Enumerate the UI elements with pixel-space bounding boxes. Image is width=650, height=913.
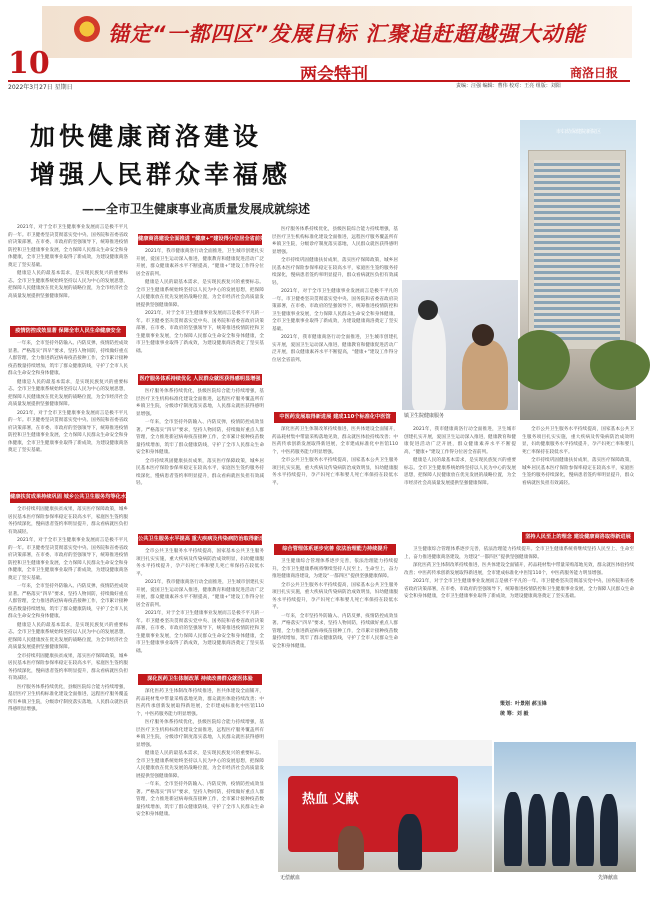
article-column-3c bbox=[272, 558, 398, 734]
subhead-6: 深化医药卫生体制改革 持续改善群众就医体验 bbox=[138, 674, 262, 685]
paragraph: 医疗服务体系持续优化，县级医院综合能力持续增强，基层医疗卫生机构标准化建设全面推进，远程医疗服务覆盖所有乡镇卫生院，分级诊疗制度落实落地，人民群众就医获得感明显增强。 bbox=[136, 389, 264, 417]
headline-line-1: 加快健康商洛建设 bbox=[30, 122, 263, 151]
paragraph: 全市持续巩固健康扶贫成果，落实医疗保障政策，城乡居民基本医疗保险参保率稳定在较高水平，家庭医生签约服务持续深化，慢病患者签约率明显提升，群众看病就医负担有效减轻。 bbox=[8, 653, 128, 681]
paper-name: 商洛日报 bbox=[570, 66, 619, 80]
paragraph: 卫生健康综合管理体系逐步完善，依法治理能力持续提升。全市卫生健康系统将继续坚持人民至上、生命至上，奋力推进健康商洛建设，为建设“一都四区”提供坚强健康保障。 bbox=[272, 559, 398, 579]
byline-execution: 统 筹：刘 毅 bbox=[500, 711, 529, 717]
paragraph: 健康是人民的最基本需求，是实现民族复兴的重要标志。全市卫生健康系统始终坚持以人民为中心的发展思想，把保障人民健康放在优先发展的战略位置，为全市经济社会高质量发展提供坚强健康保障。 bbox=[404, 458, 516, 486]
article-column-6 bbox=[404, 546, 634, 664]
building-windows bbox=[534, 160, 620, 340]
paragraph: 2021年，对于全市卫生健康事业发展而言是极不平凡的一年。市卫健委坚决贯彻落实党中央、国务院和省委省政府决策部署，在市委、市政府的坚强领导下，统筹推进疫情防控和卫生健康事业发展，全力保障人民群众生命安全和身体健康，全市卫生健康事业取得了新成效，为建设健康商洛奠定了坚实基础。 bbox=[8, 410, 128, 453]
subhead-9: 坚持人民至上的理念 建设健康商洛取得新进展 bbox=[522, 532, 634, 543]
paragraph: 医疗服务体系持续优化，县级医院综合能力持续增强，基层医疗卫生机构标准化建设全面推进，远程医疗服务覆盖所有乡镇卫生院，分级诊疗制度落实落地，人民群众就医获得感明显增强。 bbox=[8, 684, 128, 712]
paragraph: 2021年，对于全市卫生健康事业发展而言是极不平凡的一年。市卫健委坚决贯彻落实党中央、国务院和省委省政府决策部署，在市委、市政府的坚强领导下，统筹推进疫情防控和卫生健康事业发展，全力保障人民群众生命安全和身体健康，全市卫生健康事业取得了新成效，为建设健康商洛奠定了坚实基础。 bbox=[404, 579, 634, 599]
paragraph: 一年来，全市坚持外防输入、内防反弹，疫情防控成效显著。严格落实“四早”要求，坚持人物同防，持续做好重点人群管理，全力推进新冠病毒疫苗接种工作，全市累计接种疫苗数量持续增加，筑牢了群众健康防线，守护了全市人民群众生命安全和身体健康。 bbox=[136, 782, 264, 817]
staff-figure bbox=[576, 796, 594, 866]
article-column-2d bbox=[136, 688, 264, 904]
person-figure bbox=[338, 826, 364, 870]
paragraph: 全市公共卫生服务水平持续提高，国家基本公共卫生服务项目扎实实施，重大疾病及传染病防治成效明显，妇幼健康服务水平持续提升，孕产妇死亡率和婴儿死亡率保持在较低水平。 bbox=[272, 458, 398, 486]
paragraph: 健康是人民的最基本需求，是实现民族复兴的重要标志。全市卫生健康系统始终坚持以人民为中心的发展思想，把保障人民健康放在优先发展的战略位置，为全市经济社会高质量发展提供坚强健康保障。 bbox=[8, 622, 128, 650]
staff-figure bbox=[528, 794, 546, 866]
paragraph: 卫生健康综合管理体系逐步完善，依法治理能力持续提升。全市卫生健康系统将继续坚持人民至上、生命至上，奋力推进健康商洛建设，为建设“一都四区”提供坚强健康保障。 bbox=[404, 547, 634, 560]
article-column-4 bbox=[404, 426, 516, 528]
subhead-8: 综合管理体系逐步完善 依法治理能力持续提升 bbox=[274, 544, 396, 555]
paragraph: 全市公共卫生服务水平持续提高，国家基本公共卫生服务项目扎实实施，重大疾病及传染病防治成效明显，妇幼健康服务水平持续提升，孕产妇死亡率和婴儿死亡率保持在较低水平。 bbox=[136, 549, 264, 577]
paragraph: 健康是人民的最基本需求，是实现民族复兴的重要标志。全市卫生健康系统始终坚持以人民为中心的发展思想，把保障人民健康放在优先发展的战略位置，为全市经济社会高质量发展提供坚强健康保障。 bbox=[136, 751, 264, 779]
blood-donation-caption: 无偿献血 bbox=[280, 875, 301, 881]
doctor-head bbox=[418, 300, 438, 320]
paragraph: 全市持续巩固健康扶贫成果，落实医疗保障政策，城乡居民基本医疗保险参保率稳定在较高水平，家庭医生签约服务持续深化，慢病患者签约率明显提升，群众看病就医负担有效减轻。 bbox=[136, 458, 264, 486]
patient-head bbox=[472, 324, 494, 346]
paragraph: 深化医药卫生体制改革持续推进，医共体建设全面铺开，药品耗材集中带量采购落地见效，群众就医体验持续改善；中医药传承创新发展取得新进展，全市建成标准化中医馆110个，中医药服务能力明显增强。 bbox=[272, 427, 398, 455]
person-figure bbox=[398, 814, 422, 870]
byline-planning: 策划：叶景刚 郝玉锋 bbox=[500, 701, 547, 707]
paragraph: 深化医药卫生体制改革持续推进，医共体建设全面铺开，药品耗材集中带量采购落地见效，群众就医体验持续改善；中医药传承创新发展取得新进展，全市建成标准化中医馆110个，中医药服务能力明显增强。 bbox=[404, 563, 634, 576]
paragraph: 一年来，全市坚持外防输入、内防反弹，疫情防控成效显著。严格落实“四早”要求，坚持人物同防，持续做好重点人群管理，全力推进新冠病毒疫苗接种工作，全市累计接种疫苗数量持续增加，筑牢了群众健康防线，守护了全市人民群众生命安全和身体健康。 bbox=[272, 613, 398, 649]
article-subtitle: ——全市卫生健康事业高质量发展成就综述 bbox=[82, 202, 311, 216]
paragraph: 医疗服务体系持续优化，县级医院综合能力持续增强，基层医疗卫生机构标准化建设全面推进，远程医疗服务覆盖所有乡镇卫生院，分级诊疗制度落实落地，人民群众就医获得感明显增强。 bbox=[136, 720, 264, 748]
paragraph: 一年来，全市坚持外防输入、内防反弹，疫情防控成效显著。严格落实“四早”要求，坚持人物同防，持续做好重点人群管理，全力推进新冠病毒疫苗接种工作，全市累计接种疫苗数量持续增加，筑牢了群众健康防线，守护了全市人民群众生命安全和身体健康。 bbox=[136, 420, 264, 455]
paragraph: 全市公共卫生服务水平持续提高，国家基本公共卫生服务项目扎实实施，重大疾病及传染病防治成效明显，妇幼健康服务水平持续提升，孕产妇死亡率和婴儿死亡率保持在较低水平。 bbox=[522, 427, 634, 455]
party-emblem-icon bbox=[74, 16, 100, 42]
subhead-2: 健康扶贫成果持续巩固 城乡公共卫生服务均等化水平提升 bbox=[10, 492, 126, 503]
subhead-7: 中医药发展取得新进展 建成110个标准化中医馆 bbox=[274, 412, 396, 423]
article-column-2c bbox=[136, 548, 264, 670]
paragraph: 健康是人民的最基本需求，是实现民族复兴的重要标志。全市卫生健康系统始终坚持以人民为中心的发展思想，把保障人民健康放在优先发展的战略位置，为全市经济社会高质量发展提供坚强健康保障。 bbox=[8, 379, 128, 407]
paragraph: 全市持续巩固健康扶贫成果，落实医疗保障政策，城乡居民基本医疗保险参保率稳定在较高水平，家庭医生签约服务持续深化，慢病患者签约率明显提升，群众看病就医负担有效减轻。 bbox=[522, 458, 634, 486]
article-column-5 bbox=[522, 426, 634, 528]
doctor-figure bbox=[412, 310, 446, 410]
article-column-3b bbox=[272, 426, 398, 540]
section-name: 两会特刊 bbox=[300, 65, 368, 85]
staff-photo bbox=[494, 742, 636, 872]
article-column-2b bbox=[136, 388, 264, 528]
staff-caption: 先锋献血 bbox=[598, 875, 619, 881]
paragraph: 健康是人民的最基本需求，是实现民族复兴的重要标志。全市卫生健康系统始终坚持以人民为中心的发展思想，把保障人民健康放在优先发展的战略位置，为全市经济社会高质量发展提供坚强健康保障。 bbox=[136, 280, 264, 308]
subhead-5: 公共卫生服务水平提高 重大疾病及传染病防治取得新成效 bbox=[138, 534, 262, 545]
hospital-photo bbox=[520, 120, 636, 420]
paragraph: 一年来，全市坚持外防输入、内防反弹，疫情防控成效显著。严格落实“四早”要求，坚持人物同防，持续做好重点人群管理，全力推进新冠病毒疫苗接种工作，全市累计接种疫苗数量持续增加，筑牢了群众健康防线，守护了全市人民群众生命安全和身体健康。 bbox=[8, 584, 128, 619]
subhead-4: 医疗服务体系持续优化 人民群众就医获得感明显增强 bbox=[138, 374, 262, 385]
subhead-3: 健康商洛建设全面推进 “健康+”建设得分位居全省前列 bbox=[138, 234, 262, 245]
masthead bbox=[0, 0, 638, 96]
tent-canopy bbox=[278, 740, 492, 766]
clinic-caption: 镇卫生院健康服务 bbox=[404, 413, 445, 419]
paragraph: 2021年，对于全市卫生健康事业发展而言是极不平凡的一年。市卫健委坚决贯彻落实党中央、国务院和省委省政府决策部署，在市委、市政府的坚强领导下，统筹推进疫情防控和卫生健康事业发展，全力保障人民群众生命安全和身体健康，全市卫生健康事业取得了新成效，为建设健康商洛奠定了坚实基础。 bbox=[272, 289, 398, 332]
paragraph: 健康是人民的最基本需求，是实现民族复兴的重要标志。全市卫生健康系统始终坚持以人民为中心的发展思想，把保障人民健康放在优先发展的战略位置，为全市经济社会高质量发展提供坚强健康保障。 bbox=[8, 271, 128, 299]
staff-figure bbox=[552, 792, 570, 866]
paragraph: 2021年，对于全市卫生健康事业发展而言是极不平凡的一年。市卫健委坚决贯彻落实党中央、国务院和省委省政府决策部署，在市委、市政府的坚强领导下，统筹推进疫情防控和卫生健康事业发展，全力保障人民群众生命安全和身体健康，全市卫生健康事业取得了新成效，为建设健康商洛奠定了坚实基础。 bbox=[136, 611, 264, 654]
tree bbox=[510, 330, 570, 390]
issue-date: 2022年3月27日 星期日 bbox=[8, 84, 73, 91]
paragraph: 2021年，我市健康商洛行动全面推进，卫生城市创建扎实开展，爱国卫生运动深入推进，健康教育和健康促进活动广泛开展，群众健康素养水平不断提高，“健康+”建设工作得分位居全省前列。 bbox=[136, 580, 264, 608]
article-column-1c bbox=[8, 506, 128, 904]
paragraph: 2021年，对于全市卫生健康事业发展而言是极不平凡的一年。市卫健委坚决贯彻落实党中央、国务院和省委省政府决策部署，在市委、市政府的坚强领导下，统筹推进疫情防控和卫生健康事业发展，全力保障人民群众生命安全和身体健康，全市卫生健康事业取得了新成效，为建设健康商洛奠定了坚实基础。 bbox=[136, 311, 264, 354]
paragraph: 2021年，我市健康商洛行动全面推进，卫生城市创建扎实开展，爱国卫生运动深入推进，健康教育和健康促进活动广泛开展，群众健康素养水平不断提高，“健康+”建设工作得分位居全省前列。 bbox=[404, 427, 516, 455]
paragraph: 医疗服务体系持续优化，县级医院综合能力持续增强，基层医疗卫生机构标准化建设全面推进，远程医疗服务覆盖所有乡镇卫生院，分级诊疗制度落实落地，人民群众就医获得感明显增强。 bbox=[272, 227, 398, 255]
staff-figure bbox=[600, 794, 618, 866]
paragraph: 全市持续巩固健康扶贫成果，落实医疗保障政策，城乡居民基本医疗保险参保率稳定在较高水平，家庭医生签约服务持续深化，慢病患者签约率明显提升，群众看病就医负担有效减轻。 bbox=[8, 507, 128, 535]
paragraph: 深化医药卫生体制改革持续推进，医共体建设全面铺开，药品耗材集中带量采购落地见效，群众就医体验持续改善；中医药传承创新发展取得新进展，全市建成标准化中医馆110个，中医药服务能力明显增强。 bbox=[136, 689, 264, 717]
page-number: 10 bbox=[8, 46, 50, 81]
paragraph: 全市持续巩固健康扶贫成果，落实医疗保障政策，城乡居民基本医疗保险参保率稳定在较高水平，家庭医生签约服务持续深化，慢病患者签约率明显提升，群众看病就医负担有效减轻。 bbox=[272, 258, 398, 286]
headline-line-2: 增强人民群众幸福感 bbox=[30, 160, 292, 189]
paragraph: 2021年，对于全市卫生健康事业发展而言是极不平凡的一年。市卫健委坚决贯彻落实党中央、国务院和省委省政府决策部署，在市委、市政府的坚强领导下，统筹推进疫情防控和卫生健康事业发展，全力保障人民群众生命安全和身体健康，全市卫生健康事业取得了新成效，为建设健康商洛奠定了坚实基础。 bbox=[8, 538, 128, 581]
staff-figure bbox=[504, 792, 522, 866]
hospital-caption: 市妇幼保健院新院区 bbox=[556, 129, 602, 135]
editor-credits: 责编：汪强 编辑：曹伟 校对：王亮 组版：刘阳 bbox=[456, 83, 561, 89]
article-column-3 bbox=[272, 226, 398, 408]
banner-title: 锚定“一都四区”发展目标 汇聚追赶超越强大动能 bbox=[108, 22, 586, 46]
clinic-photo bbox=[402, 280, 518, 410]
paragraph: 2021年，我市健康商洛行动全面推进，卫生城市创建扎实开展，爱国卫生运动深入推进，健康教育和健康促进活动广泛开展，群众健康素养水平不断提高，“健康+”建设工作得分位居全省前列。 bbox=[272, 335, 398, 363]
paragraph: 一年来，全市坚持外防输入、内防反弹，疫情防控成效显著。严格落实“四早”要求，坚持人物同防，持续做好重点人群管理，全力推进新冠病毒疫苗接种工作，全市累计接种疫苗数量持续增加，筑牢了群众健康防线，守护了全市人民群众生命安全和身体健康。 bbox=[8, 341, 128, 376]
article-headline bbox=[30, 118, 390, 194]
paragraph: 2021年，对于全市卫生健康事业发展而言是极不平凡的一年。市卫健委坚决贯彻落实党中央、国务院和省委省政府决策部署，在市委、市政府的坚强领导下，统筹推进疫情防控和卫生健康事业发展，全力保障人民群众生命安全和身体健康，全市卫生健康事业取得了新成效，为建设健康商洛奠定了坚实基础。 bbox=[8, 225, 128, 268]
patient-figure bbox=[462, 340, 508, 410]
article-column-1b bbox=[8, 340, 128, 488]
bus-sign: 热血 义献 bbox=[302, 792, 359, 807]
blood-donation-photo bbox=[278, 740, 492, 872]
article-column-1 bbox=[8, 224, 128, 322]
subhead-1: 疫情防控成效显著 保障全市人民生命健康安全 bbox=[10, 326, 126, 337]
article-column-2 bbox=[136, 248, 264, 368]
paragraph: 全市公共卫生服务水平持续提高，国家基本公共卫生服务项目扎实实施，重大疾病及传染病防治成效明显，妇幼健康服务水平持续提升，孕产妇死亡率和婴儿死亡率保持在较低水平。 bbox=[272, 582, 398, 610]
paragraph: 2021年，我市健康商洛行动全面推进，卫生城市创建扎实开展，爱国卫生运动深入推进，健康教育和健康促进活动广泛开展，群众健康素养水平不断提高，“健康+”建设工作得分位居全省前列。 bbox=[136, 249, 264, 277]
tree bbox=[590, 340, 650, 390]
